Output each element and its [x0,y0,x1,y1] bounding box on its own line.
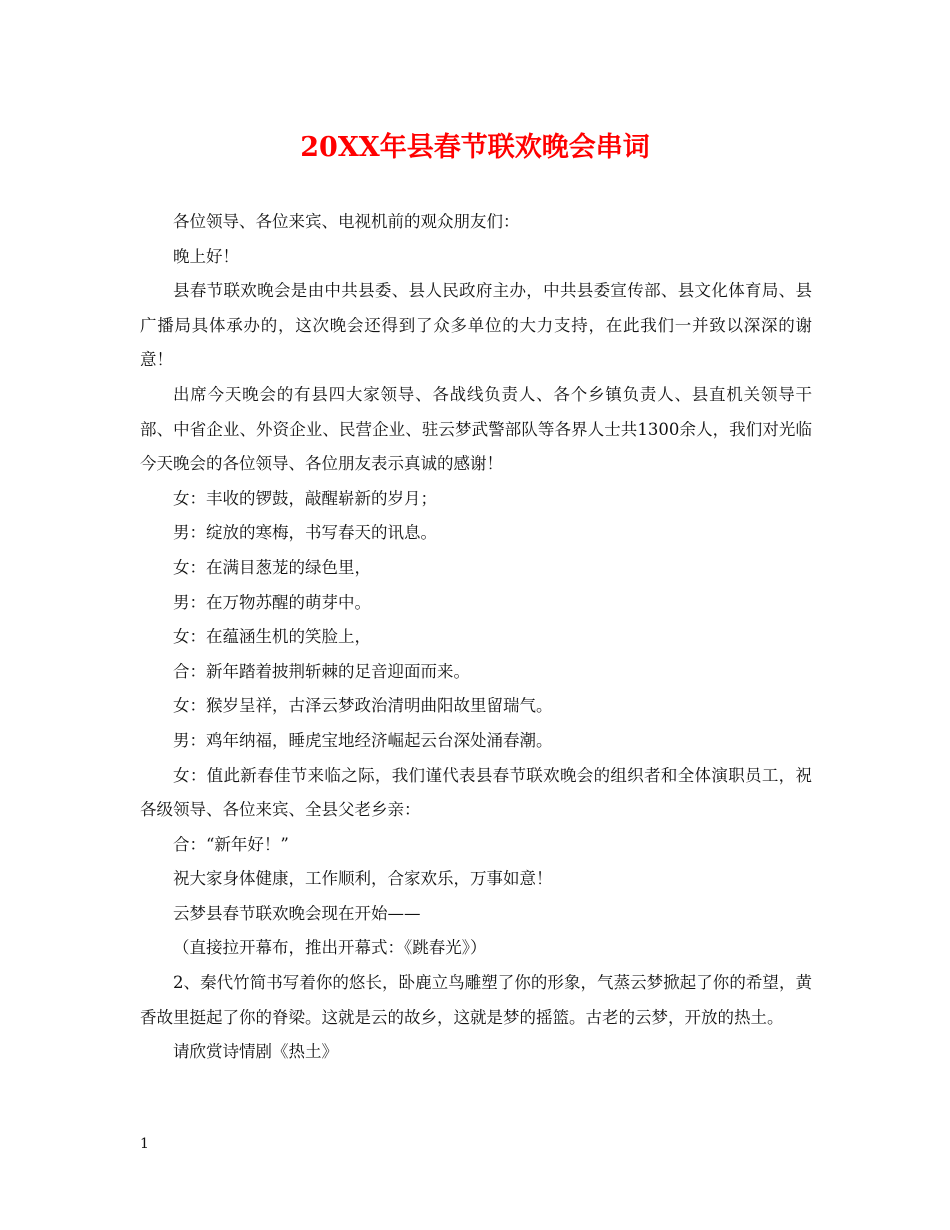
document-body [140,205,812,1070]
paragraph: 晚上好！ [173,246,239,266]
paragraph: 男：鸡年纳福，睡虎宝地经济崛起云台深处涌春潮。 [173,730,553,750]
paragraph: 祝大家身体健康，工作顺利，合家欢乐，万事如意！ [173,869,553,889]
paragraph: 合：“新年好！” [173,834,289,854]
paragraph: 各位领导、各位来宾、电视机前的观众朋友们： [173,212,520,231]
paragraph: 请欣赏诗情剧《热土》 [173,1042,338,1062]
paragraph: 县春节联欢晚会是由中共县委、县人民政府主办，中共县委宣传部、县文化体育局、县广播局具体承办的，这次晚会还得到了众多单位的大力支持，在此我们一并致以深深的谢意！ [140,281,812,370]
paragraph: 合：新年踏着披荆斩棘的足音迎面而来。 [173,661,470,681]
paragraph: 女：丰收的锣鼓，敲醒崭新的岁月； [173,488,437,508]
document-title: 20XX年县春节联欢晚会串词 [300,132,650,163]
paragraph: 男：在万物苏醒的萌芽中。 [173,592,371,612]
paragraph: 2、秦代竹简书写着你的悠长，卧鹿立鸟雕塑了你的形象，气蒸云梦掀起了你的希望，黄香故里挺起了你的脊梁。这就是云的故乡，这就是梦的摇篮。古老的云梦，开放的热土。 [140,973,812,1027]
paragraph: 女：在满目葱茏的绿色里， [173,557,371,577]
paragraph: 女：在蕴涵生机的笑脸上， [173,627,371,647]
paragraph: （直接拉开幕布，推出开幕式：《跳春光》） [173,938,487,958]
paragraph: 男：绽放的寒梅，书写春天的讯息。 [173,523,437,543]
page-number: 1 [140,1136,149,1152]
paragraph: 云梦县春节联欢晚会现在开始—— [173,903,421,923]
paragraph: 女：值此新春佳节来临之际，我们谨代表县春节联欢晚会的组织者和全体演职员工，祝各级领导、各位来宾、全县父老乡亲： [140,765,812,820]
paragraph: 女：猴岁呈祥，古泽云梦政治清明曲阳故里留瑞气。 [173,696,553,716]
paragraph: 出席今天晚会的有县四大家领导、各战线负责人、各个乡镇负责人、县直机关领导干部、中省企业、外资企业、民营企业、驻云梦武警部队等各界人士共1300余人，我们对光临今天晚会的各位领导、各位朋友表示真诚的感谢！ [140,384,812,474]
